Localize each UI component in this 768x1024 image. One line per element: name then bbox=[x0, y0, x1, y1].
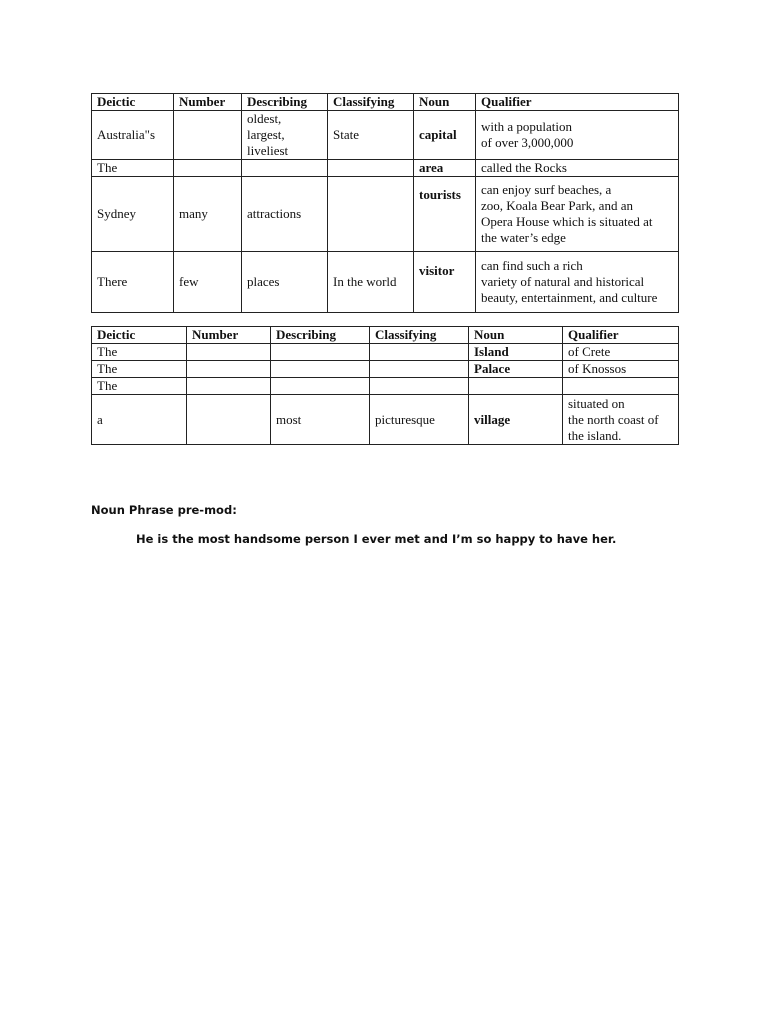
cell-qualifier: with a population of over 3,000,000 bbox=[476, 111, 679, 160]
cell-number bbox=[187, 344, 271, 361]
table-row bbox=[92, 378, 679, 395]
table-header-row bbox=[92, 94, 679, 111]
cell-qualifier: of Knossos bbox=[563, 361, 679, 378]
cell-describing: places bbox=[242, 252, 328, 313]
cell-noun: Palace bbox=[469, 361, 563, 378]
table-row bbox=[92, 344, 679, 361]
table-row bbox=[92, 111, 679, 160]
cell-noun bbox=[469, 378, 563, 395]
cell-classifying bbox=[370, 361, 469, 378]
column-header-describing: Describing bbox=[242, 94, 328, 111]
cell-qualifier: can find such a rich variety of natural and historical beauty, entertainment, and culture bbox=[476, 252, 679, 313]
cell-number bbox=[187, 361, 271, 378]
cell-describing bbox=[271, 344, 370, 361]
cell-deictic: There bbox=[92, 252, 174, 313]
cell-deictic: Australia"s bbox=[92, 111, 174, 160]
column-header-deictic: Deictic bbox=[92, 94, 174, 111]
cell-deictic: The bbox=[92, 160, 174, 177]
column-header-noun: Noun bbox=[414, 94, 476, 111]
column-header-number: Number bbox=[187, 327, 271, 344]
cell-number bbox=[187, 395, 271, 445]
cell-describing: attractions bbox=[242, 177, 328, 252]
cell-classifying bbox=[328, 177, 414, 252]
cell-number: many bbox=[174, 177, 242, 252]
cell-number bbox=[187, 378, 271, 395]
cell-classifying bbox=[328, 160, 414, 177]
cell-describing bbox=[242, 160, 328, 177]
table-row bbox=[92, 252, 679, 313]
cell-deictic: The bbox=[92, 344, 187, 361]
cell-describing: most bbox=[271, 395, 370, 445]
table-header-row bbox=[92, 327, 679, 344]
cell-noun: Island bbox=[469, 344, 563, 361]
cell-noun: visitor bbox=[414, 252, 476, 313]
column-header-qualifier: Qualifier bbox=[563, 327, 679, 344]
column-header-noun: Noun bbox=[469, 327, 563, 344]
cell-classifying: In the world bbox=[328, 252, 414, 313]
cell-classifying bbox=[370, 344, 469, 361]
noun-phrase-table-2 bbox=[91, 326, 679, 445]
cell-describing bbox=[271, 378, 370, 395]
table-row bbox=[92, 177, 679, 252]
noun-phrase-table-1 bbox=[91, 93, 679, 313]
column-header-classifying: Classifying bbox=[328, 94, 414, 111]
cell-noun: village bbox=[469, 395, 563, 445]
cell-qualifier: situated on the north coast of the island. bbox=[563, 395, 679, 445]
cell-noun: area bbox=[414, 160, 476, 177]
column-header-deictic: Deictic bbox=[92, 327, 187, 344]
column-header-number: Number bbox=[174, 94, 242, 111]
cell-number bbox=[174, 111, 242, 160]
cell-describing: oldest, largest, liveliest bbox=[242, 111, 328, 160]
cell-number bbox=[174, 160, 242, 177]
cell-noun: tourists bbox=[414, 177, 476, 252]
cell-deictic: a bbox=[92, 395, 187, 445]
cell-number: few bbox=[174, 252, 242, 313]
cell-deictic: The bbox=[92, 361, 187, 378]
column-header-describing: Describing bbox=[271, 327, 370, 344]
cell-qualifier bbox=[563, 378, 679, 395]
column-header-classifying: Classifying bbox=[370, 327, 469, 344]
cell-qualifier: called the Rocks bbox=[476, 160, 679, 177]
column-header-qualifier: Qualifier bbox=[476, 94, 679, 111]
example-sentence: He is the most handsome person I ever met and I’m so happy to have her. bbox=[136, 532, 617, 546]
table-row bbox=[92, 395, 679, 445]
cell-qualifier: of Crete bbox=[563, 344, 679, 361]
cell-classifying: State bbox=[328, 111, 414, 160]
cell-noun: capital bbox=[414, 111, 476, 160]
cell-classifying bbox=[370, 378, 469, 395]
table-row bbox=[92, 160, 679, 177]
cell-qualifier: can enjoy surf beaches, a zoo, Koala Bear Park, and an Opera House which is situated at the water’s edge bbox=[476, 177, 679, 252]
cell-deictic: The bbox=[92, 378, 187, 395]
cell-classifying: picturesque bbox=[370, 395, 469, 445]
section-heading: Noun Phrase pre-mod: bbox=[91, 503, 237, 517]
cell-describing bbox=[271, 361, 370, 378]
table-row bbox=[92, 361, 679, 378]
cell-deictic: Sydney bbox=[92, 177, 174, 252]
